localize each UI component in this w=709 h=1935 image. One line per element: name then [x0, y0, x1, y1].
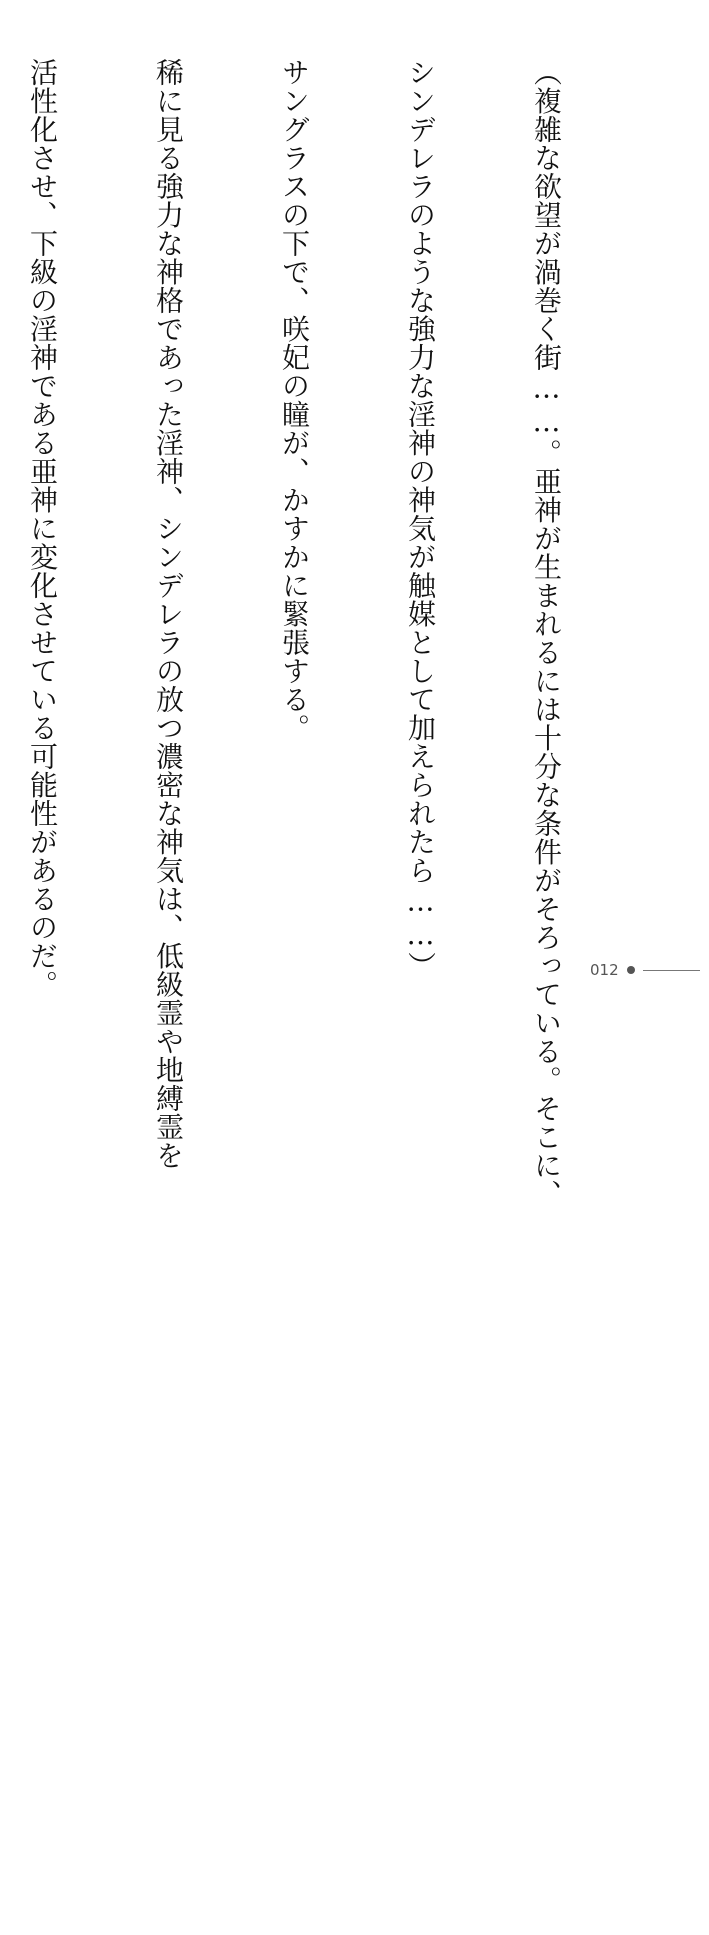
page-footer	[590, 960, 700, 980]
page-marker-rule	[643, 970, 700, 971]
page-marker-dot	[627, 966, 635, 974]
page-number: 012	[590, 961, 619, 979]
text-line: 活性化させ、下級の淫神である亜神に変化させている可能性があるのだ。	[26, 58, 59, 999]
text-line: 稀に見る強力な神格であった淫神、シンデレラの放つ濃密な神気は、低級霊や地縛霊を	[152, 58, 185, 1170]
text-line: シンデレラのような強力な淫神の神気が触媒として加えられたら……）	[404, 58, 437, 980]
text-line: サングラスの下で、咲妃の瞳が、かすかに緊張する。	[278, 58, 311, 742]
text-line: （複雑な欲望が渦巻く街……。亜神が生まれるには十分な条件がそろっている。そこに、	[530, 58, 563, 1208]
